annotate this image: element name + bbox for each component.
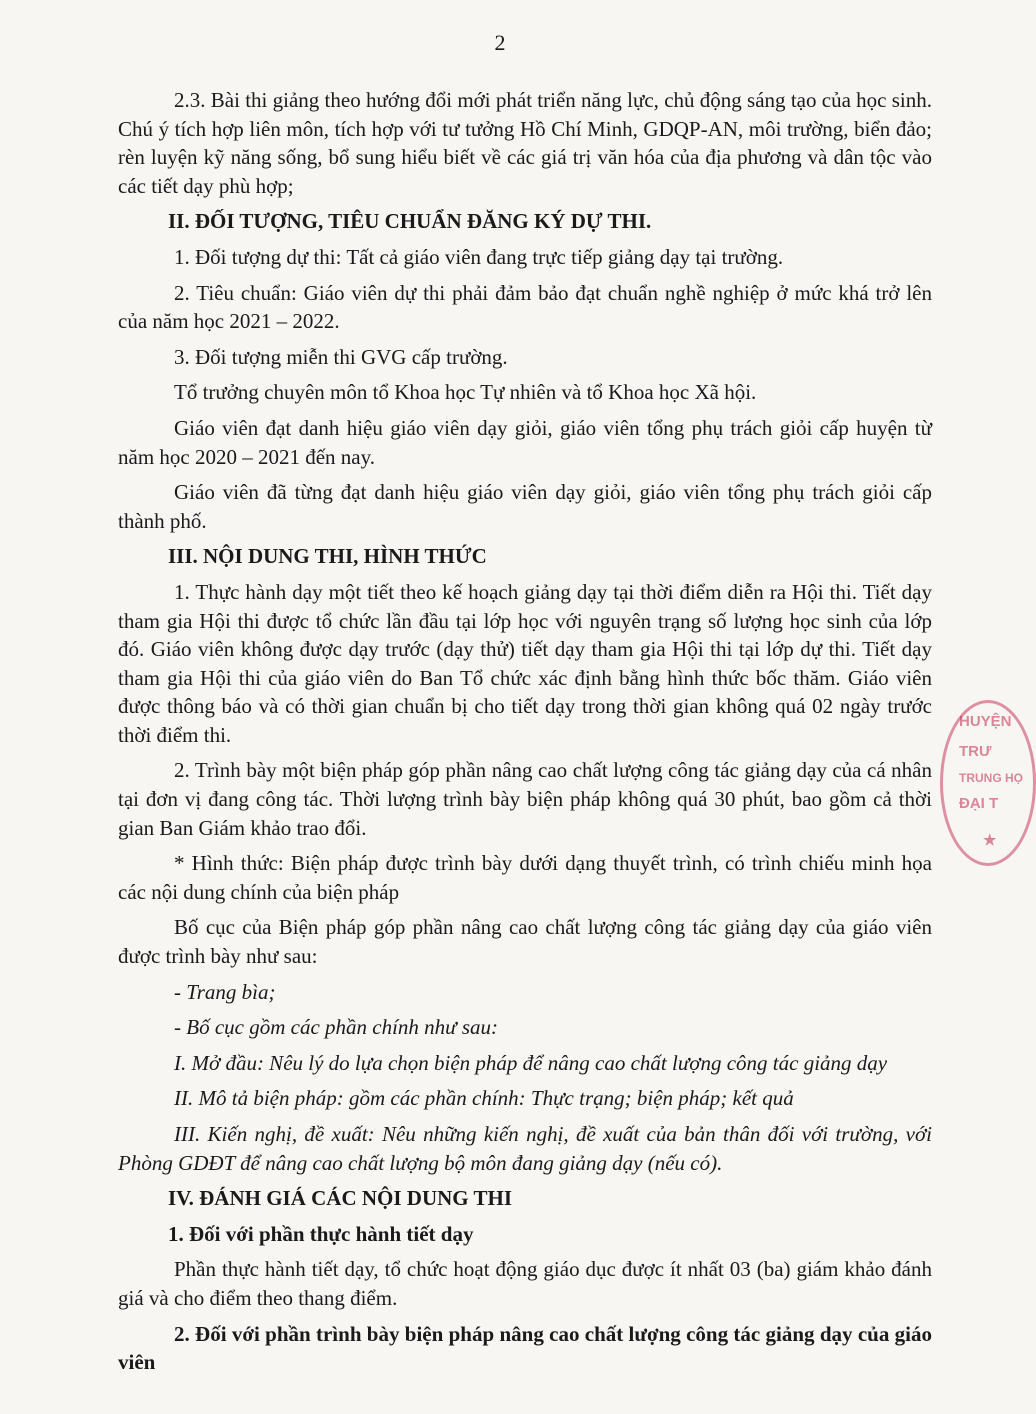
stamp-text: TRƯ [959,743,992,760]
paragraph-2-3: 2.3. Bài thi giảng theo hướng đổi mới phát triển năng lực, chủ động sáng tạo của học sinh. Chú ý tích hợp liên môn, tích hợp với tư tưởng Hồ Chí Minh, GDQP-AN, môi trường, biển đảo; rèn luyện kỹ năng sống, bổ sung hiểu biết về các giá trị văn hóa của địa phương và dân tộc vào các tiết dạy phù hợp; [118,88,932,198]
stamp-text: TRUNG HỌ [959,771,1023,785]
paragraph-exempt-3: Giáo viên đã từng đạt danh hiệu giáo viên dạy giỏi, giáo viên tổng phụ trách giỏi cấp thành phố. [118,480,932,533]
official-stamp [940,700,1036,866]
page-number: 2 [494,30,506,55]
list-item-recommendations: III. Kiến nghị, đề xuất: Nêu những kiến nghị, đề xuất của bản thân đối với trường, với Phòng GDĐT để nâng cao chất lượng bộ môn đang giảng dạy (nếu có). [118,1122,932,1175]
paragraph-exempt-2: Giáo viên đạt danh hiệu giáo viên dạy giỏi, giáo viên tổng phụ trách giỏi cấp huyện từ năm học 2020 – 2021 đến nay. [118,415,932,469]
list-item-description: II. Mô tả biện pháp: gồm các phần chính: Thực trạng; biện pháp; kết quả [174,1086,794,1111]
subheading-iv-1: 1. Đối với phần thực hành tiết dạy [168,1221,474,1246]
paragraph-iii-2: 2. Trình bày một biện pháp góp phần nâng cao chất lượng công tác giảng dạy của cá nhân tại đơn vị đang công tác. Thời lượng trình bày biện pháp không quá 30 phút, bao gồm cả thời gian Ban Giám khảo trao đổi. [118,758,932,840]
paragraph-iii-1: 1. Thực hành dạy một tiết theo kế hoạch giảng dạy tại thời điểm diễn ra Hội thi. Tiết dạy tham gia Hội thi được tổ chức lần đầu tại lớp học với nguyên trạng số lượng học sinh của lớp đó. Giáo viên không được dạy trước (dạy thử) tiết dạy tham gia Hội thi tại lớp dự thi. Tiết dạy tham gia Hội thi của giáo viên do Ban Tổ chức xác định bằng hình thức bốc thăm. Giáo viên được thông báo và có thời gian chuẩn bị cho tiết dạy trong thời gian không quá 02 ngày trước thời điểm thi. [118,579,932,747]
paragraph-exempt-1: Tổ trưởng chuyên môn tổ Khoa học Tự nhiên và tổ Khoa học Xã hội. [174,380,757,405]
paragraph-iv-1: Phần thực hành tiết dạy, tổ chức hoạt động giáo dục được ít nhất 03 (ba) giám khảo đánh giá và cho điểm theo thang điểm. [118,1257,932,1310]
list-item-cover: - Trang bìa; [174,979,276,1004]
star-icon: ★ [983,832,997,849]
stamp-text: HUYỆN [959,713,1012,730]
heading-section-ii: II. ĐỐI TƯỢNG, TIÊU CHUẨN ĐĂNG KÝ DỰ THI. [168,209,652,234]
paragraph-format: * Hình thức: Biện pháp được trình bày dưới dạng thuyết trình, có trình chiếu minh họa các nội dung chính của biện pháp [118,851,932,904]
paragraph-layout: Bố cục của Biện pháp góp phần nâng cao chất lượng công tác giảng dạy của giáo viên được trình bày như sau: [118,915,932,969]
subheading-iv-2: 2. Đối với phần trình bày biện pháp nâng cao chất lượng công tác giảng dạy của giáo viên [118,1321,932,1375]
list-item-structure: - Bố cục gồm các phần chính như sau: [174,1015,499,1040]
heading-section-iii: III. NỘI DUNG THI, HÌNH THỨC [168,544,487,569]
paragraph-ii-1: 1. Đối tượng dự thi: Tất cả giáo viên đang trực tiếp giảng dạy tại trường. [174,244,784,269]
heading-section-iv: IV. ĐÁNH GIÁ CÁC NỘI DUNG THI [168,1186,513,1211]
document-body [118,86,932,1384]
list-item-introduction: I. Mở đầu: Nêu lý do lựa chọn biện pháp để nâng cao chất lượng công tác giảng dạy [174,1050,888,1075]
paragraph-ii-3: 3. Đối tượng miễn thi GVG cấp trường. [174,344,508,369]
paragraph-ii-2: 2. Tiêu chuẩn: Giáo viên dự thi phải đảm bảo đạt chuẩn nghề nghiệp ở mức khá trở lên của năm học 2021 – 2022. [118,280,932,334]
stamp-text: ĐẠI T [959,795,999,812]
